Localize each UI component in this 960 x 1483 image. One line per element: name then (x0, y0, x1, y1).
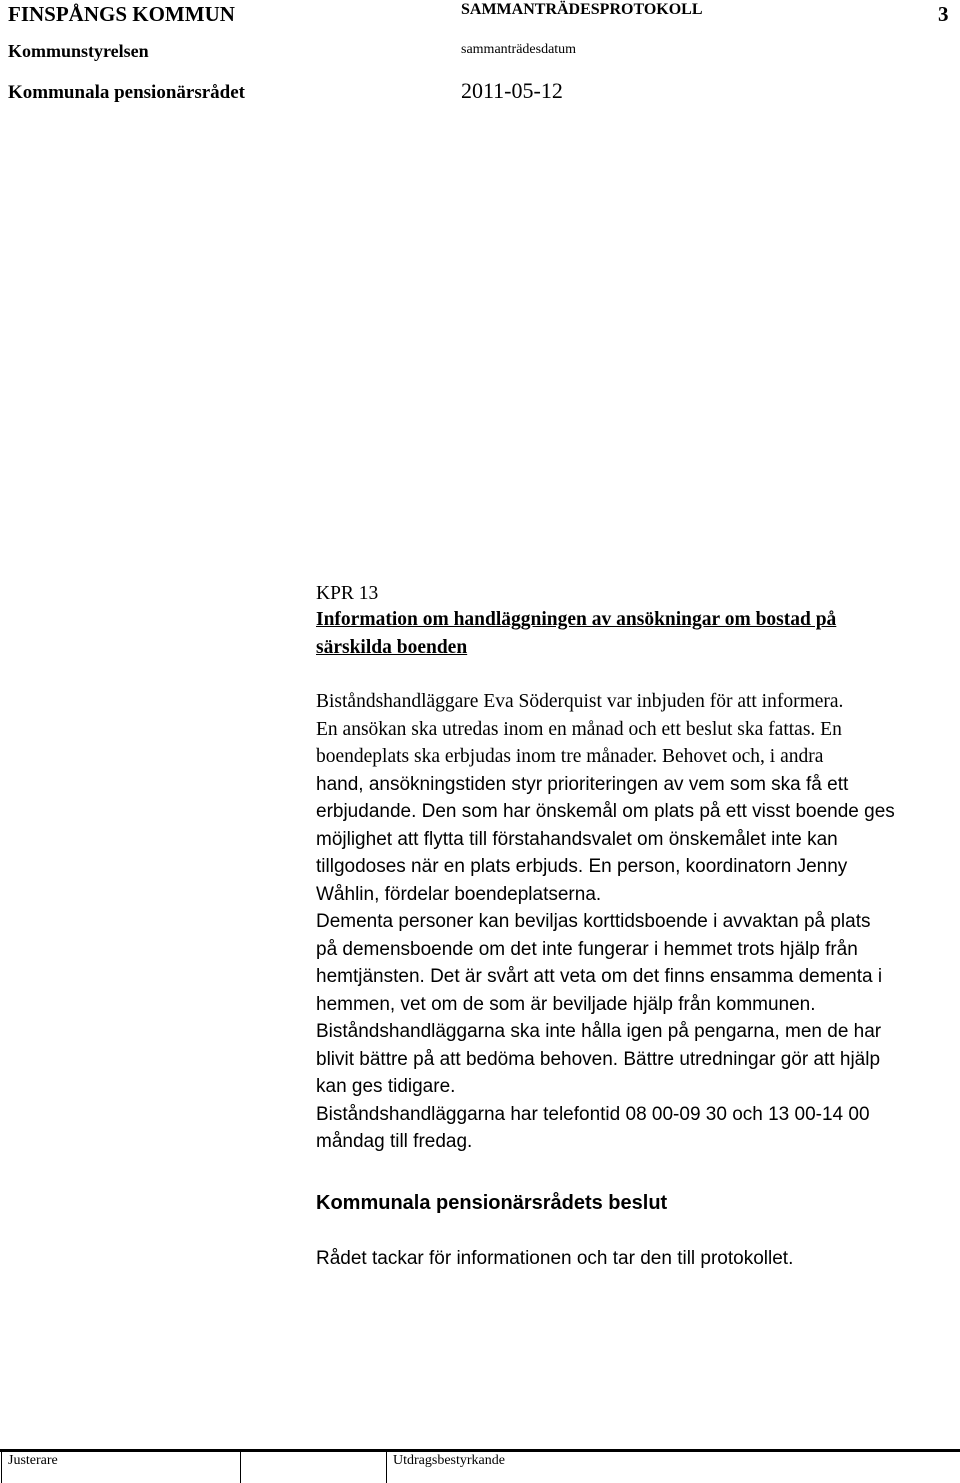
body-line: En ansökan ska utredas inom en månad och ett beslut ska fattas. En (316, 718, 842, 740)
municipality-name: FINSPÅNGS KOMMUN (8, 2, 235, 26)
body-line: möjlighet att flytta till förstahandsvalet om önskemålet inte kan (316, 828, 838, 850)
body-paragraph (316, 688, 895, 1156)
item-title-line: Information om handläggningen av ansökningar om bostad på (316, 609, 837, 630)
decision-text: Rådet tackar för informationen och tar den till protokollet. (316, 1248, 794, 1269)
body-line: Dementa personer kan beviljas korttidsboende i avvaktan på plats (316, 911, 871, 932)
body-line: Biståndshandläggarna har telefontid 08 00-09 30 och 13 00-14 00 (316, 1103, 870, 1125)
footer-divider (240, 1452, 241, 1483)
footer-utdragsbestyrkande-label: Utdragsbestyrkande (393, 1453, 505, 1468)
body-line: Biståndshandläggare Eva Söderquist var inbjuden för att informera. (316, 691, 844, 712)
item-code: KPR 13 (316, 583, 379, 604)
page-number: 3 (938, 2, 949, 26)
footer-rule (0, 1449, 960, 1452)
body-line: hand, ansökningstiden styr prioriteringen av vem som ska få ett (316, 773, 849, 795)
footer-divider (1, 1452, 2, 1483)
footer-divider (386, 1452, 387, 1483)
body-line: Wåhlin, fördelar boendeplatserna. (316, 883, 602, 905)
body-line: erbjudande. Den som har önskemål om plats på ett visst boende ges (316, 801, 895, 822)
date-label: sammanträdesdatum (461, 42, 577, 57)
meeting-date: 2011-05-12 (461, 78, 563, 103)
body-line: på demensboende om det inte fungerar i hemmet trots hjälp från (316, 938, 858, 960)
item-title-line: särskilda boenden (316, 636, 468, 658)
body-line: Biståndshandläggarna ska inte hålla igen på pengarna, men de har (316, 1021, 882, 1042)
body-line: blivit bättre på att bedöma behoven. Bättre utredningar gör att hjälp (316, 1048, 881, 1070)
footer-justerare-label: Justerare (8, 1453, 58, 1468)
body-line: kan ges tidigare. (316, 1076, 456, 1097)
body-line: måndag till fredag. (316, 1131, 473, 1152)
committee-name: Kommunala pensionärsrådet (8, 82, 245, 103)
body-line: hemmen, vet om de som är beviljade hjälp från kommunen. (316, 993, 816, 1015)
org-unit: Kommunstyrelsen (8, 41, 149, 61)
document-type: SAMMANTRÄDESPROTOKOLL (461, 1, 703, 18)
decision-heading: Kommunala pensionärsrådets beslut (316, 1192, 668, 1214)
body-line: boendeplats ska erbjudas inom tre månader. Behovet och, i andra (316, 746, 824, 767)
body-line: tillgodoses när en plats erbjuds. En person, koordinatorn Jenny (316, 856, 848, 877)
body-line: hemtjänsten. Det är svårt att veta om det finns ensamma dementa i (316, 966, 883, 987)
item-title (316, 606, 836, 661)
